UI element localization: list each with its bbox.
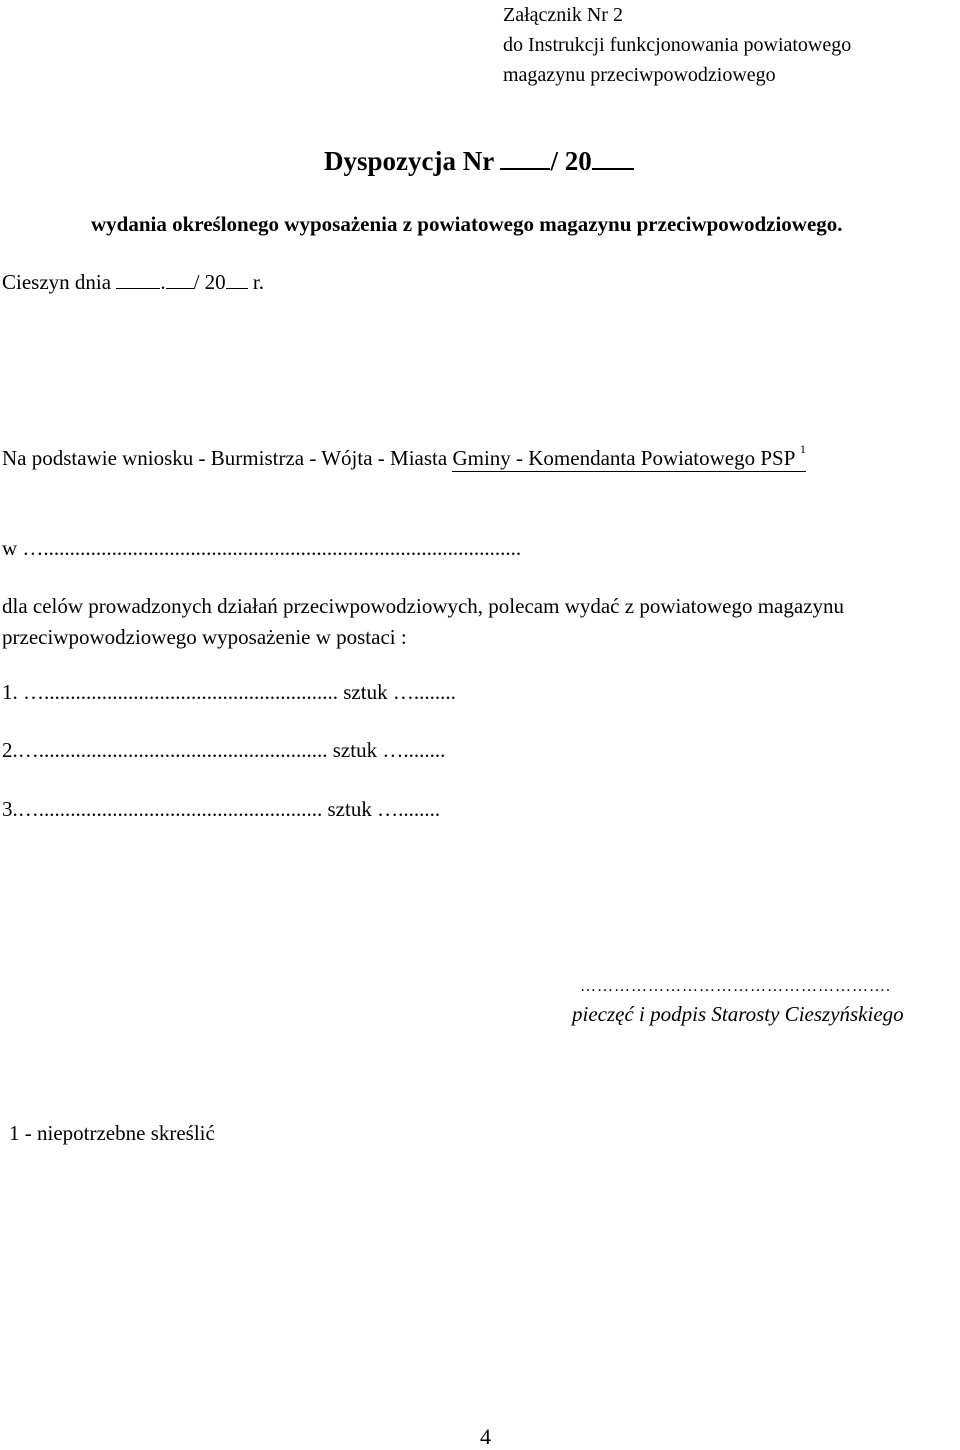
- month-blank: [166, 270, 194, 289]
- date-slash-year: / 20: [193, 270, 226, 294]
- date-suffix: r.: [247, 270, 264, 294]
- year-blank: [592, 146, 634, 170]
- footnote: 1 - niepotrzebne skreślić: [9, 1121, 215, 1145]
- document-title: [324, 146, 634, 177]
- page-number: 4: [480, 1424, 491, 1449]
- document-subtitle: wydania określonego wyposażenia z powiatowego magazynu przeciwpowodziowego.: [91, 212, 843, 236]
- attachment-header: [503, 0, 851, 90]
- purpose-line-2: przeciwpowodziowego wyposażenie w postaci :: [2, 625, 407, 649]
- footnote-mark: 1: [799, 442, 806, 456]
- attachment-number: Załącznik Nr 2: [503, 4, 623, 26]
- purpose-line-1: dla celów prowadzonych działań przeciwpowodziowych, polecam wydać z powiatowego magazynu: [2, 594, 845, 618]
- signature-dots: ……………………………………………….: [580, 978, 891, 995]
- year-suffix-blank: [226, 270, 248, 289]
- list-item: 1. …........................................................ sztuk …........: [2, 680, 456, 704]
- attachment-reference-cont: magazynu przeciwpowodziowego: [503, 64, 776, 86]
- place-date-prefix: Cieszyn dnia: [2, 270, 117, 294]
- request-basis-line: [2, 442, 806, 471]
- attachment-reference: do Instrukcji funkcjonowania powiatowego: [503, 34, 852, 56]
- basis-underlined: [452, 442, 806, 472]
- basis-underlined-text: Gminy - Komendanta Powiatowego PSP: [452, 446, 800, 470]
- title-middle: / 20: [550, 146, 592, 176]
- day-blank: [116, 270, 160, 289]
- purpose-paragraph: [2, 591, 844, 653]
- place-date-line: [2, 270, 264, 295]
- title-prefix: Dyspozycja Nr: [324, 146, 501, 176]
- signature-label: pieczęć i podpis Starosty Cieszyńskiego: [572, 1002, 904, 1026]
- number-blank: [500, 146, 550, 170]
- list-item: 3.…...................................................... sztuk …........: [2, 797, 441, 821]
- location-line: w …...........................................................................................: [2, 536, 522, 560]
- list-item: 2.…....................................................... sztuk …........: [2, 738, 446, 762]
- basis-prefix: Na podstawie wniosku - Burmistrza - Wójta - Miasta: [2, 446, 453, 470]
- date-dot: .: [160, 270, 166, 294]
